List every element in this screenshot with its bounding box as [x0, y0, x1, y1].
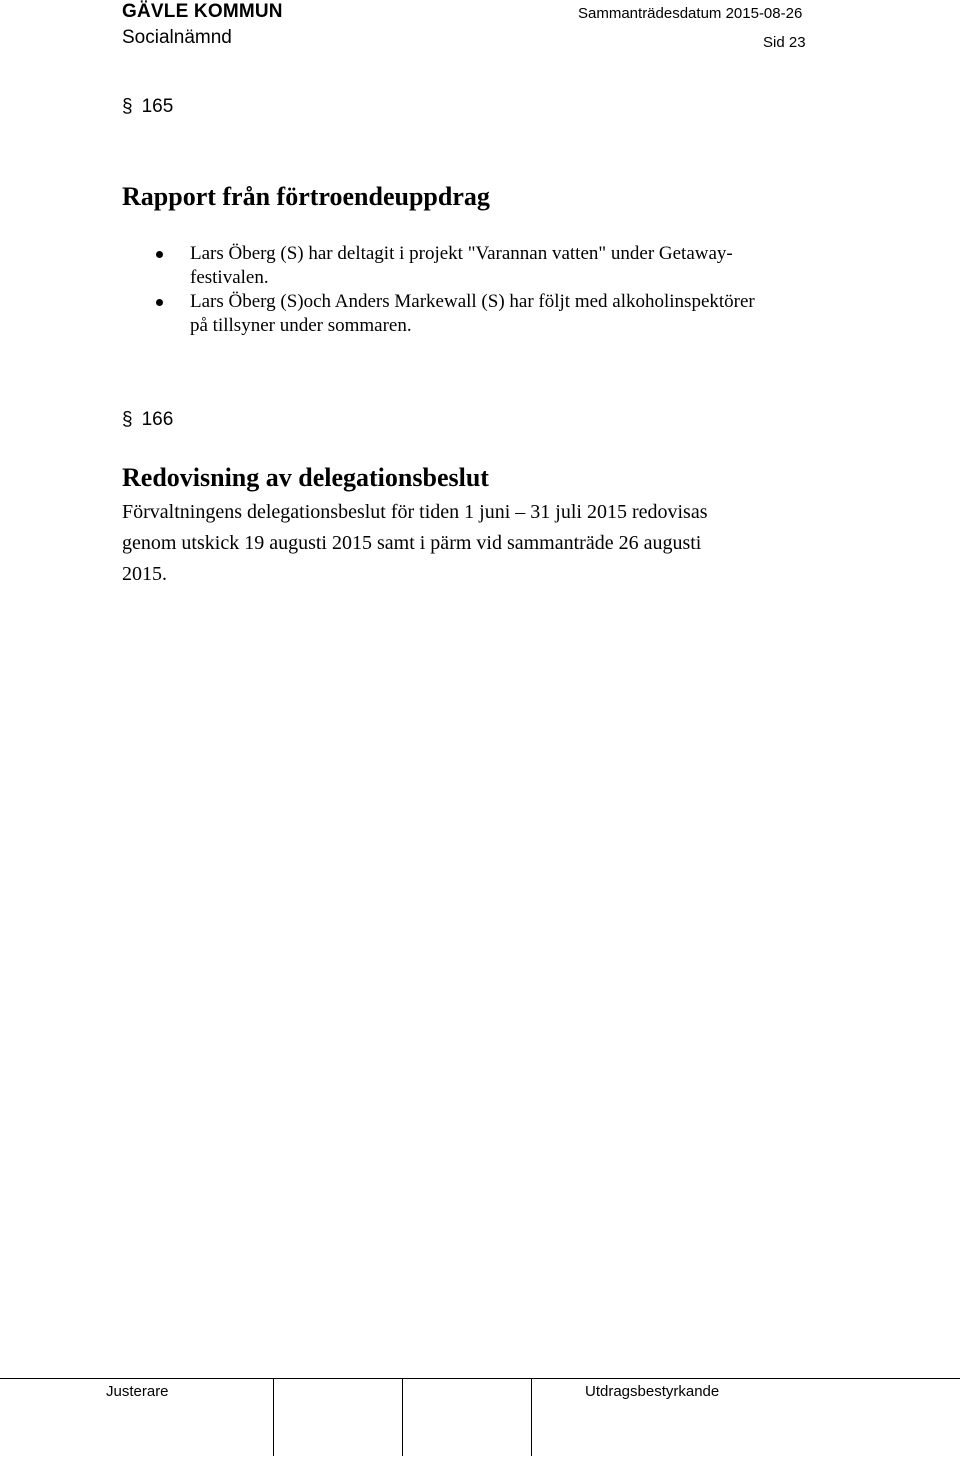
organization-name: GÄVLE KOMMUN	[122, 1, 283, 22]
section-sign: §	[122, 96, 133, 117]
list-item-text: Lars Öberg (S)och Anders Markewall (S) har följt med alkoholinspektörer på tillsyner under sommaren.	[190, 291, 755, 336]
list-item	[122, 290, 772, 338]
page-number: Sid 23	[763, 34, 806, 51]
paragraph-number: 166	[141, 409, 174, 430]
meeting-date: Sammanträdesdatum 2015-08-26	[578, 5, 803, 22]
section-body-166: Förvaltningens delegationsbeslut för tiden 1 juni – 31 juli 2015 redovisas genom utskick 19 augusti 2015 samt i pärm vid sammanträde 26 augusti 2015.	[122, 501, 708, 585]
footer-divider	[0, 1378, 960, 1379]
bullet-icon	[156, 251, 163, 258]
department-name: Socialnämnd	[122, 27, 232, 48]
paragraph-number: 165	[141, 96, 174, 117]
report-bullet-list	[122, 242, 772, 338]
footer-divider	[531, 1378, 532, 1456]
footer-divider	[402, 1378, 403, 1456]
footer-divider	[273, 1378, 274, 1456]
bullet-icon	[156, 299, 163, 306]
paragraph-166-marker	[122, 409, 173, 431]
section-sign: §	[122, 409, 133, 430]
list-item	[122, 242, 772, 290]
section-title-166: Redovisning av delegationsbeslut	[122, 463, 489, 492]
section-title-165: Rapport från förtroendeuppdrag	[122, 182, 490, 211]
paragraph-165-marker	[122, 96, 173, 118]
utdragsbestyrkande-label: Utdragsbestyrkande	[585, 1383, 720, 1400]
justerare-label: Justerare	[106, 1383, 169, 1400]
list-item-text: Lars Öberg (S) har deltagit i projekt "Varannan vatten" under Getaway-festivalen.	[190, 243, 733, 288]
